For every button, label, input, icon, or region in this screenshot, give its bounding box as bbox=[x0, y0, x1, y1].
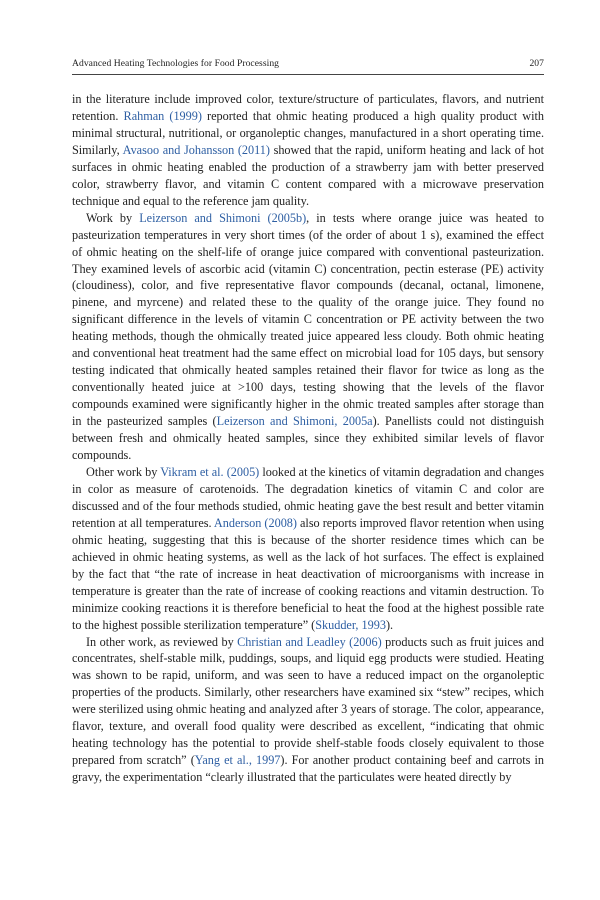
citation-link[interactable]: Avasoo and Johansson (2011) bbox=[122, 142, 270, 157]
paragraph-text: ). bbox=[385, 617, 394, 632]
paragraph-text: , in tests where orange juice was heated to pasteurization temperatures in very short times (of the order of about 1 s), examined the effect of ohmic heating on the shelf-life of orange juice compared with conventional pasteurization. They examined levels of ascorbic acid (vitamin C) concentration, pectin esterase (PE) activity (cloudiness), color, and five representative flavor compounds (decanal, octanal, limonene, pinene, and myrcene) and related these to the quality of the orange juice. They found no significant difference in the levels of vitamin C concentration or PE activity between the two heating methods, though the ohmically treated juice appeared less cloudy. Both ohmic heating and conventional heat treatment had the same effect on microbial load for 105 days, but sensory testing indicated that ohmically heated samples retained their flavor for twice as long as the conventionally heated juice at >100 days, testing showing that the levels of the flavor compounds examined were significantly higher in the ohmic treated samples after storage than in the pasteurized samples ( bbox=[72, 210, 544, 429]
citation-link[interactable]: Skudder, 1993 bbox=[315, 617, 386, 632]
paragraph-text: In other work, as reviewed by bbox=[86, 634, 238, 649]
paragraph bbox=[72, 91, 544, 210]
paragraph-text: reported that ohmic heating produced a high quality product with minimal structural, nutritional, or organoleptic changes, manufactured in a short operating time. Similarly, bbox=[72, 108, 544, 157]
citation-link[interactable]: Rahman (1999) bbox=[123, 108, 202, 123]
citation-link[interactable]: Anderson (2008) bbox=[213, 515, 297, 530]
paragraph-text: also reports improved flavor retention when using ohmic heating, suggesting that this is because of the shorter residence times which can be achieved in ohmic heating systems, as well as the lack of hot surfaces. The effect is explained by the fact that “the rate of increase in heat deactivation of microorganisms with increase in temperature is greater than the rate of increase of cooking reactions and vitamin destruction. To minimize cooking reactions it is therefore beneficial to heat the food at the highest possible rate to the highest possible sterilization temperature” ( bbox=[72, 515, 544, 632]
running-head bbox=[72, 58, 544, 69]
citation-link[interactable]: Leizerson and Shimoni, 2005a bbox=[216, 414, 373, 429]
paragraph-text: ). Panellists could not distinguish between fresh and ohmically heated samples, since they exhibited similar levels of flavor compounds. bbox=[72, 414, 544, 463]
paragraph-text: in the literature include improved color, texture/structure of particulates, flavors, and nutrient retention. bbox=[72, 92, 544, 123]
paragraph-text: ). For another product containing beef and carrots in gravy, the experimentation “clearly illustrated that the particulates were heated directly by bbox=[72, 753, 544, 785]
citation-link[interactable]: Leizerson and Shimoni (2005b) bbox=[139, 210, 307, 225]
citation-link[interactable]: Yang et al., 1997 bbox=[194, 753, 281, 768]
paragraph-text: products such as fruit juices and concentrates, shelf-stable milk, puddings, soups, and liquid egg products were studied. Heating was shown to be rapid, uniform, and was seen to have a reduced impact on the organoleptic properties of the products. Similarly, other researchers have examined six “stew” recipes, which were sterilized using ohmic heating and analyzed after 3 years of storage. The color, appearance, flavor, texture, and overall food quality were described as excellent, “indicating that ohmic heating technology has the potential to provide shelf-stable foods closely equivalent to those prepared from scratch” ( bbox=[72, 634, 544, 768]
running-title: Advanced Heating Technologies for Food Processing bbox=[72, 58, 280, 69]
citation-link[interactable]: Christian and Leadley (2006) bbox=[237, 634, 382, 649]
citation-link[interactable]: Vikram et al. (2005) bbox=[160, 464, 260, 479]
page-number: 207 bbox=[529, 58, 544, 69]
paragraph-text: Other work by bbox=[86, 464, 161, 479]
paragraph bbox=[72, 464, 544, 634]
paragraph-text: Work by bbox=[86, 210, 140, 225]
header-rule bbox=[72, 74, 544, 75]
paragraph bbox=[72, 634, 544, 787]
paragraph bbox=[72, 210, 544, 464]
paragraph-text: looked at the kinetics of vitamin degradation and changes in color as measure of carotenoids. The degradation kinetics of vitamin C and color are discussed and of the four methods studied, ohmic heating gave the best result and better vitamin retention at all temperatures. bbox=[72, 464, 544, 530]
body-text bbox=[72, 91, 544, 786]
paragraph-text: showed that the rapid, uniform heating and lack of hot surfaces in ohmic heating enabled the production of a strawberry jam with better preserved color, strawberry flavor, and vitamin C content compared with a microwave preservation technique and equal to the reference jam quality. bbox=[72, 142, 545, 208]
